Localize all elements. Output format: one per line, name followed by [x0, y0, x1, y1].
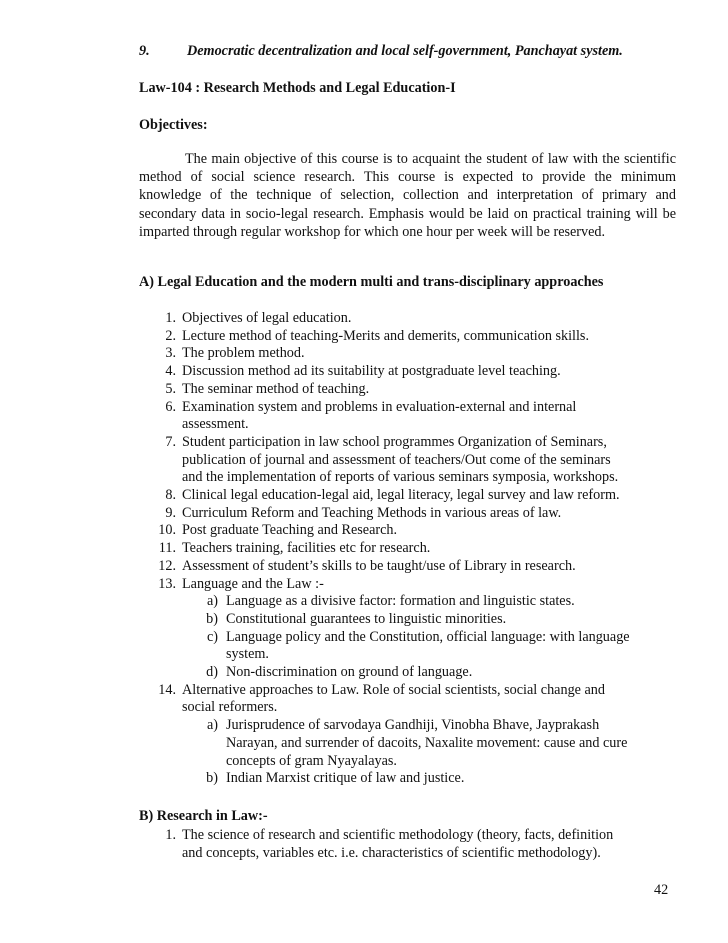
- top-item-number: 9.: [139, 43, 150, 59]
- section-a-item-13-text: Language and the Law :-: [182, 575, 324, 592]
- course-title: Law-104 : Research Methods and Legal Education-I: [139, 80, 456, 96]
- section-a-item-10-text: Post graduate Teaching and Research.: [182, 522, 398, 539]
- item13-sub-a-number: a): [206, 593, 218, 610]
- section-a-item-2-number: 2.: [165, 327, 176, 344]
- item14-sub-a-text: Narayan, and surrender of dacoits, Naxalite movement: cause and cure: [226, 734, 628, 751]
- objectives-paragraph-text: The main objective of this course is to acquaint the student of law with the scientific method of social science research. This course is expected to provide the minimum knowledge of the technique of selection, collection and interpretation of primary and secondary data in socio-legal research. Emphasis would be laid on practical training will be imparted through regular workshop for which one hour per week will be reserved.: [139, 151, 676, 240]
- section-a-item-12-text: Assessment of student’s skills to be taught/use of Library in research.: [182, 557, 576, 574]
- item14-sub-a-number: a): [206, 717, 218, 734]
- section-a-item-3-number: 3.: [165, 345, 176, 362]
- section-a-item-1-text: Objectives of legal education.: [182, 310, 352, 326]
- item13-sub-a-text: Language as a divisive factor: formation and linguistic states.: [226, 593, 575, 610]
- section-a-item-8-number: 8.: [165, 487, 176, 503]
- objectives-heading: Objectives:: [139, 117, 208, 133]
- item14-sub-b-number: b): [206, 770, 218, 787]
- section-a-item-7-text: and the implementation of reports of various seminars symposia, workshops.: [182, 469, 619, 486]
- section-a-item-4-number: 4.: [165, 363, 176, 380]
- objectives-paragraph: [139, 150, 676, 241]
- section-a-item-8-text: Clinical legal education-legal aid, legal literacy, legal survey and law reform.: [182, 487, 620, 503]
- section-a-item-3-text: The problem method.: [182, 345, 305, 362]
- section-b-item-1-text: and concepts, variables etc. i.e. characteristics of scientific methodology).: [182, 844, 601, 861]
- section-a-item-6-text: assessment.: [182, 416, 249, 433]
- section-a-item-5-number: 5.: [165, 380, 176, 397]
- section-b-item-1-number: 1.: [165, 827, 176, 843]
- section-a-item-13-number: 13.: [158, 575, 176, 592]
- section-a-item-2-text: Lecture method of teaching-Merits and demerits, communication skills.: [182, 327, 589, 344]
- section-a-item-10-number: 10.: [158, 522, 176, 539]
- section-a-item-6-text: Examination system and problems in evaluation-external and internal: [182, 398, 577, 415]
- item14-sub-a-text: Jurisprudence of sarvodaya Gandhiji, Vinobha Bhave, Jayprakash: [226, 717, 600, 734]
- section-a-item-1-number: 1.: [165, 310, 176, 326]
- page-number: 42: [654, 882, 669, 898]
- section-a-item-11-text: Teachers training, facilities etc for research.: [182, 540, 431, 557]
- item13-sub-d-number: d): [206, 664, 218, 680]
- section-a-item-11-number: 11.: [158, 540, 176, 557]
- section-a-item-6-number: 6.: [165, 398, 176, 415]
- item13-sub-c-text: system.: [226, 646, 269, 663]
- section-a-item-9-text: Curriculum Reform and Teaching Methods in various areas of law.: [182, 504, 562, 521]
- section-a-item-5-text: The seminar method of teaching.: [182, 380, 370, 397]
- section-b-heading: B) Research in Law:-: [139, 808, 268, 824]
- section-b-item-1-text: The science of research and scientific methodology (theory, facts, definition: [182, 827, 614, 843]
- section-a-item-9-number: 9.: [165, 504, 176, 521]
- section-a-item-4-text: Discussion method ad its suitability at postgraduate level teaching.: [182, 363, 561, 380]
- item14-sub-b-text: Indian Marxist critique of law and justice.: [226, 770, 465, 787]
- section-a-item-14-text: social reformers.: [182, 699, 278, 716]
- item13-sub-b-number: b): [206, 610, 218, 627]
- section-a-item-7-text: publication of journal and assessment of teachers/Out come of the seminars: [182, 451, 611, 468]
- section-a-item-14-number: 14.: [158, 681, 176, 698]
- item13-sub-c-text: Language policy and the Constitution, official language: with language: [226, 628, 630, 645]
- section-a-item-14-text: Alternative approaches to Law. Role of social scientists, social change and: [182, 681, 605, 698]
- top-item-text: Democratic decentralization and local self-government, Panchayat system.: [187, 43, 623, 59]
- section-a-item-7-text: Student participation in law school programmes Organization of Seminars,: [182, 433, 607, 450]
- section-a-heading: A) Legal Education and the modern multi and trans-disciplinary approaches: [139, 274, 604, 290]
- item13-sub-c-number: c): [206, 628, 218, 645]
- item14-sub-a-text: concepts of gram Nyayalayas.: [226, 752, 397, 769]
- section-a-item-7-number: 7.: [165, 433, 176, 450]
- item13-sub-d-text: Non-discrimination on ground of language.: [226, 664, 473, 680]
- item13-sub-b-text: Constitutional guarantees to linguistic minorities.: [226, 610, 507, 627]
- section-a-item-12-number: 12.: [158, 557, 176, 574]
